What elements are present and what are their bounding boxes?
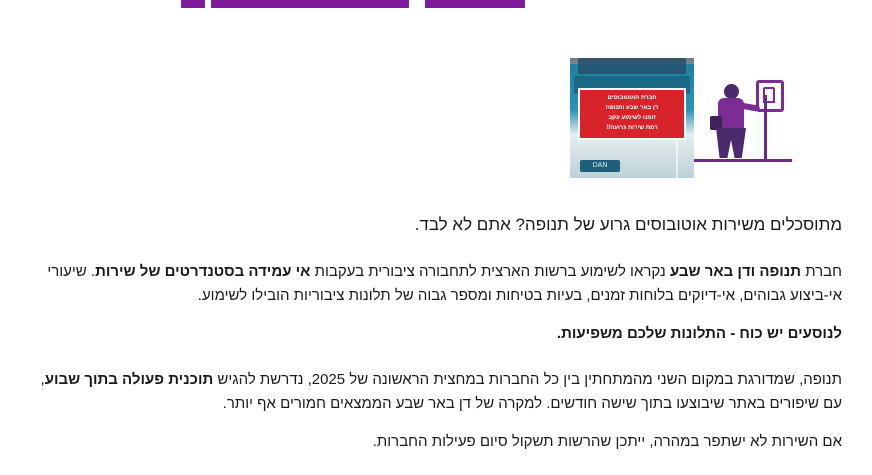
header-bar-segment-2: [211, 0, 409, 8]
banner-line-2: דן באר שבע ותנופה: [605, 105, 659, 111]
banner-line-3: זומנו לשימוע עקב: [608, 115, 656, 121]
paragraph-lead: [30, 212, 842, 238]
body-text: אם השירות לא ישתפר במהרה, ייתכן שהרשות תשקול סיום פעילות החברות.: [372, 433, 842, 450]
paragraph-callout: [30, 322, 842, 346]
emphasis-text: אי עמידה בסטנדרטים של שירות: [95, 263, 311, 280]
banner-line-1: חברת האוטובוסים: [607, 95, 657, 101]
paragraph-2: [30, 368, 842, 416]
bus-plate-text: DAN: [580, 160, 620, 172]
emphasis-text: תנופה ודן באר שבע: [669, 263, 802, 280]
emphasis-text: תוכנית פעולה בתוך שבוע: [44, 371, 214, 388]
passenger-head: [724, 84, 739, 99]
header-bar-segment-1: [181, 0, 205, 8]
body-text: תנופה, שמדורגת במקום השני מהמתחתין בין כל החברות במחצית הראשונה של 2025, נדרשת להגיש: [213, 371, 842, 388]
media-row: [570, 58, 792, 178]
paragraph-1: [30, 260, 842, 308]
body-text: , עם שיפורים באתר שיבוצעו בתוך שישה חודשים. למקרה של דן באר שבע הממצאים חמורים אף יותר.: [40, 371, 842, 412]
photo-bus-door-line: [676, 138, 678, 178]
header-bar-segment-3: [425, 0, 525, 8]
passenger-legs: [716, 128, 746, 158]
bus-stop-pole: [764, 95, 767, 159]
body-text: חברת: [801, 263, 842, 280]
bus-stop-sign-icon: [756, 80, 784, 112]
article-body: [30, 212, 842, 468]
protest-banner: [578, 88, 686, 140]
paragraph-3: [30, 430, 842, 454]
passenger-bag-icon: [710, 116, 722, 130]
body-text: מתוסכלים משירות אוטובוסים גרוע של תנופה? אתם לא לבד.: [414, 215, 842, 234]
waiting-passenger-at-bus-stop-illustration: [694, 58, 792, 178]
illustration-ground-line: [694, 159, 792, 162]
bus-with-protest-banner-photo: [570, 58, 694, 178]
photo-bus-roof: [578, 58, 686, 74]
cropped-purple-header-bar: [181, 0, 533, 8]
emphasis-text: לנוסעים יש כוח - התלונות שלכם משפיעות.: [556, 325, 842, 342]
body-text: נקראו לשימוע ברשות הארצית לתחבורה ציבורית בעקבות: [310, 263, 670, 280]
banner-line-4: רמת שירות גרועה!!: [606, 125, 658, 131]
body-text: . שיעורי אי-ביצוע גבוהים, אי-דיוקים בלוחות זמנים, בעיות בטיחות ומספר גבוה של תלונות ציבוריות הובילו לשימוע.: [47, 263, 842, 304]
